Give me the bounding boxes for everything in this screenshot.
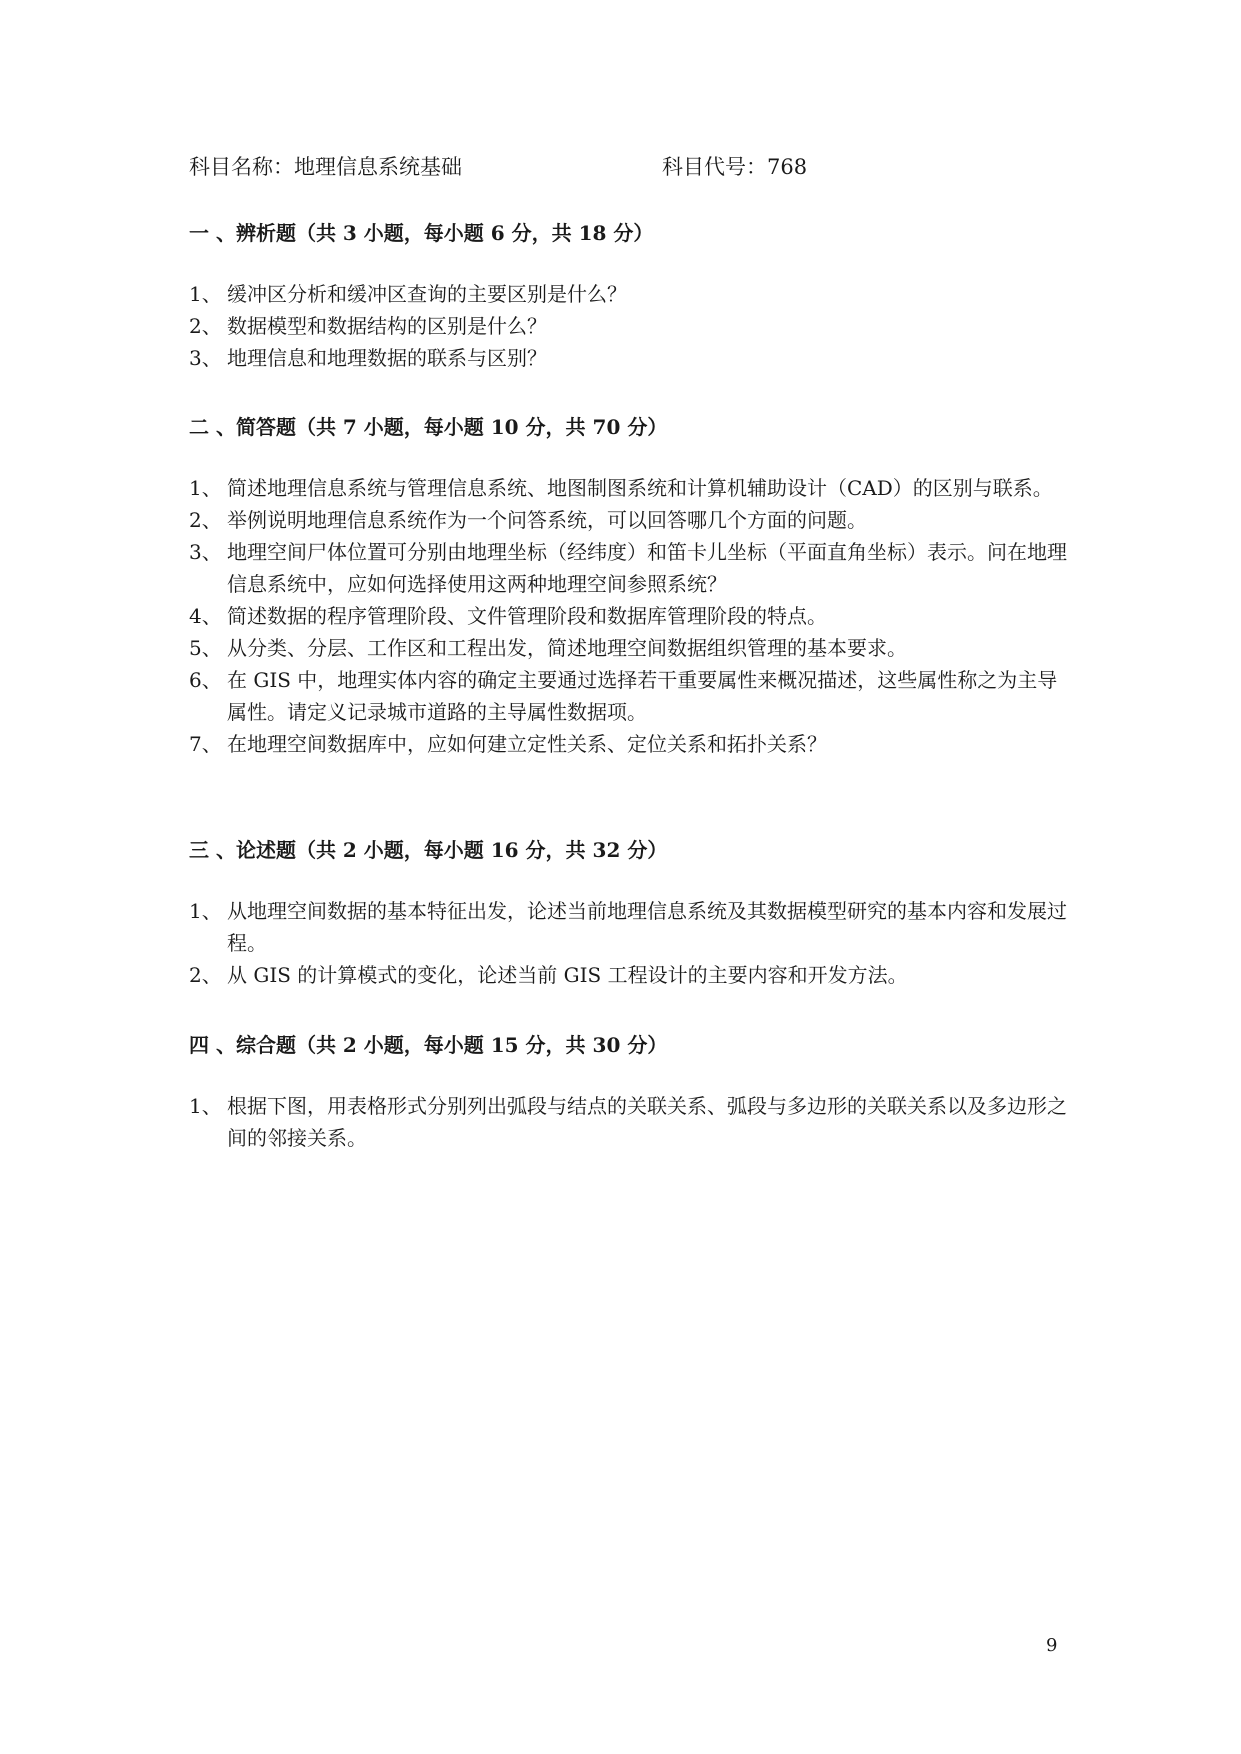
question-item xyxy=(189,600,1069,632)
question-item xyxy=(189,504,1069,536)
question-text: 从地理空间数据的基本特征出发，论述当前地理信息系统及其数据模型研究的基本内容和发展过程。 xyxy=(227,899,1067,955)
question-text: 根据下图，用表格形式分别列出弧段与结点的关联关系、弧段与多边形的关联关系以及多边形之间的邻接关系。 xyxy=(227,1094,1067,1150)
question-item xyxy=(189,342,1069,374)
question-number: 1、 xyxy=(189,899,222,923)
section-title: 一 、辨析题（共 3 小题，每小题 6 分，共 18 分） xyxy=(189,221,654,245)
question-text: 地理信息和地理数据的联系与区别？ xyxy=(227,346,547,370)
section-title: 二 、简答题（共 7 小题，每小题 10 分，共 70 分） xyxy=(189,415,668,439)
question-number: 1、 xyxy=(189,282,222,306)
question-text: 简述地理信息系统与管理信息系统、地图制图系统和计算机辅助设计（CAD）的区别与联系。 xyxy=(227,476,1053,500)
question-list xyxy=(189,895,1069,991)
question-text: 举例说明地理信息系统作为一个问答系统，可以回答哪几个方面的问题。 xyxy=(227,508,867,532)
question-number: 2、 xyxy=(189,963,222,987)
question-item xyxy=(189,632,1069,664)
question-text: 在 GIS 中，地理实体内容的确定主要通过选择若干重要属性来概况描述，这些属性称之为主导属性。请定义记录城市道路的主导属性数据项。 xyxy=(227,668,1058,724)
question-item xyxy=(189,310,1069,342)
page-number: 9 xyxy=(1046,1635,1058,1656)
question-number: 2、 xyxy=(189,314,222,338)
section-comprehensive xyxy=(189,1030,1069,1154)
section-analysis xyxy=(189,218,1069,374)
question-item xyxy=(189,728,1069,760)
question-text: 数据模型和数据结构的区别是什么？ xyxy=(227,314,547,338)
question-item xyxy=(189,895,1069,959)
question-text: 在地理空间数据库中，应如何建立定性关系、定位关系和拓扑关系？ xyxy=(227,732,827,756)
question-list xyxy=(189,278,1069,374)
section-title: 三 、论述题（共 2 小题，每小题 16 分，共 32 分） xyxy=(189,838,668,862)
question-number: 2、 xyxy=(189,508,222,532)
question-text: 从 GIS 的计算模式的变化，论述当前 GIS 工程设计的主要内容和开发方法。 xyxy=(227,963,908,987)
question-number: 3、 xyxy=(189,346,222,370)
section-title: 四 、综合题（共 2 小题，每小题 15 分，共 30 分） xyxy=(189,1033,668,1057)
question-number: 5、 xyxy=(189,636,222,660)
question-number: 1、 xyxy=(189,476,222,500)
question-item xyxy=(189,664,1069,728)
question-item xyxy=(189,536,1069,600)
question-number: 6、 xyxy=(189,668,222,692)
question-number: 4、 xyxy=(189,604,222,628)
question-text: 简述数据的程序管理阶段、文件管理阶段和数据库管理阶段的特点。 xyxy=(227,604,827,628)
subject-name: 科目名称：地理信息系统基础 xyxy=(189,155,462,179)
question-item xyxy=(189,959,1069,991)
section-essay xyxy=(189,835,1069,991)
question-item xyxy=(189,472,1069,504)
question-text: 从分类、分层、工作区和工程出发，简述地理空间数据组织管理的基本要求。 xyxy=(227,636,907,660)
question-number: 1、 xyxy=(189,1094,222,1118)
question-number: 7、 xyxy=(189,732,222,756)
question-number: 3、 xyxy=(189,540,222,564)
subject-code: 科目代号：768 xyxy=(662,155,808,179)
question-list xyxy=(189,472,1069,760)
question-item xyxy=(189,1090,1069,1154)
section-short-answer xyxy=(189,412,1069,760)
question-text: 地理空间尸体位置可分别由地理坐标（经纬度）和笛卡儿坐标（平面直角坐标）表示。问在地理信息系统中，应如何选择使用这两种地理空间参照系统？ xyxy=(227,540,1067,596)
question-item xyxy=(189,278,1069,310)
question-list xyxy=(189,1090,1069,1154)
question-text: 缓冲区分析和缓冲区查询的主要区别是什么？ xyxy=(227,282,627,306)
